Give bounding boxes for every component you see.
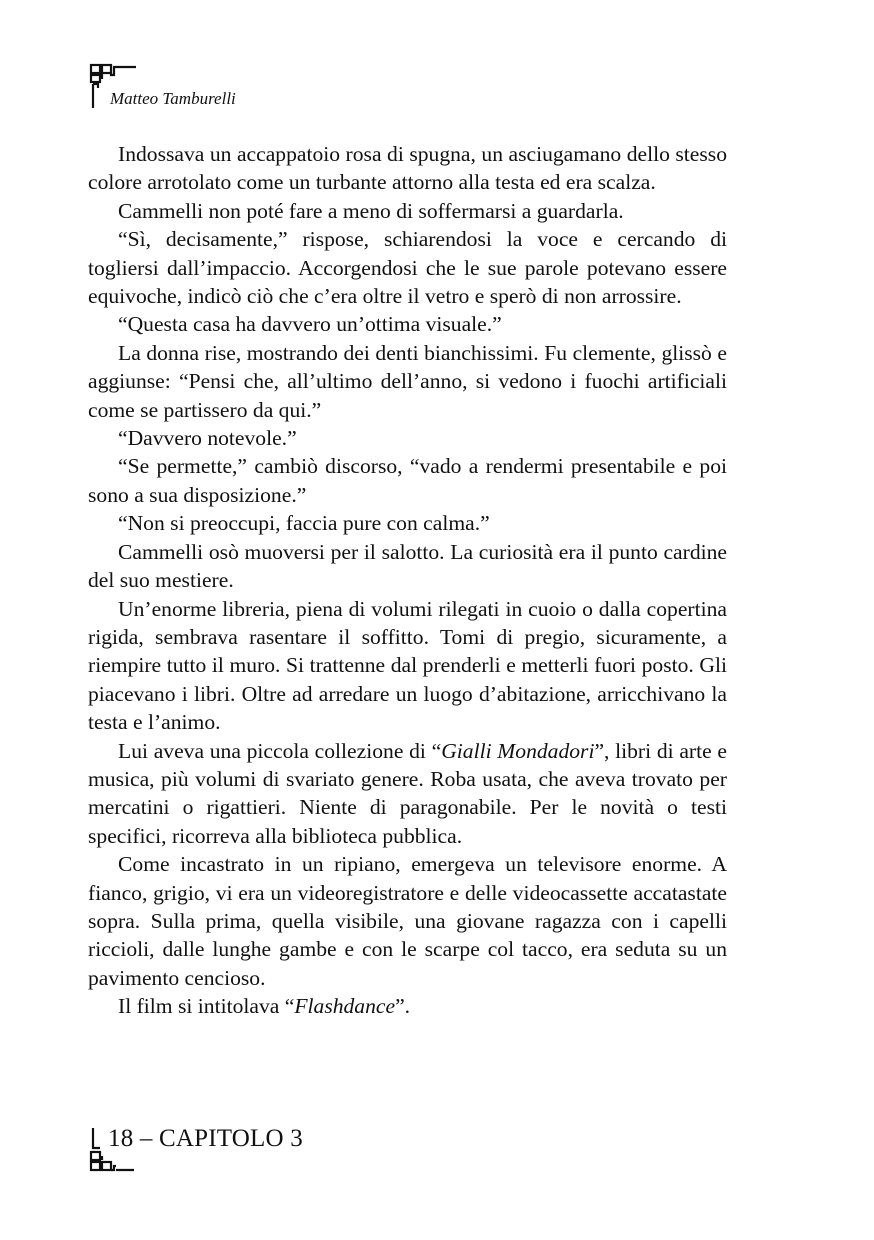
paragraph-text: “Se permette,” cambiò discorso, “vado a rendermi presentabile e poi sono a sua disposizione.” <box>88 454 727 507</box>
paragraph-text: “Non si preoccupi, faccia pure con calma.” <box>118 511 490 536</box>
paragraph <box>88 310 727 338</box>
running-header-author: Matteo Tamburelli <box>110 89 236 108</box>
paragraph <box>88 509 727 537</box>
paragraph-text: Cammelli non poté fare a meno di soffermarsi a guardarla. <box>118 198 624 223</box>
paragraph <box>88 225 727 310</box>
paragraph <box>88 737 727 851</box>
paragraph <box>88 538 727 595</box>
paragraph <box>88 452 727 509</box>
paragraph-text: Un’enorme libreria, piena di volumi rilegati in cuoio o dalla copertina rigida, sembrava rasentare il soffitto. Tomi di pregio, sicuramente, a riempire tutto il muro. Si trattenne dal prenderli e metterli fuori posto. Gli piacevano i libri. Oltre ad arredare un luogo d’abitazione, arricchivano la testa e l’animo. <box>88 596 727 735</box>
paragraph <box>88 339 727 424</box>
paragraph-text: “Questa casa ha davvero un’ottima visuale.” <box>118 312 502 337</box>
italic-title: Gialli Mondadori <box>441 738 595 763</box>
paragraph-text: ”, libri di arte e musica, più volumi di svariato genere. Roba usata, che aveva trovato per mercatini o rigattieri. Niente di paragonabile. Per le novità o testi specifici, ricorreva alla biblioteca pubblica. <box>88 738 727 848</box>
paragraph-text: “Sì, decisamente,” rispose, schiarendosi la voce e cercando di togliersi dall’impaccio. Accorgendosi che le sue parole potevano essere equivoche, indicò ciò che c’era oltre il vetro e sperò di non arrossire. <box>88 227 727 309</box>
paragraph-text: Lui aveva una piccola collezione di “ <box>118 738 442 763</box>
paragraph-text: ”. <box>395 994 411 1019</box>
footer-chapter-label: 18 – CAPITOLO 3 <box>108 1125 303 1152</box>
paragraph-text: Cammelli osò muoversi per il salotto. La curiosità era il punto cardine del suo mestiere. <box>88 539 727 593</box>
italic-title: Flashdance <box>294 994 396 1019</box>
paragraph <box>88 850 727 992</box>
paragraph-text: La donna rise, mostrando dei denti bianchissimi. Fu clemente, glissò e aggiunse: “Pensi che, all’ultimo dell’anno, si vedono i fuochi artificiali come se partissero da qui.” <box>88 340 727 422</box>
paragraph <box>88 424 727 452</box>
paragraph <box>88 140 727 197</box>
paragraph <box>88 197 727 225</box>
paragraph <box>88 595 727 737</box>
paragraph-text: Indossava un accappatoio rosa di spugna, un asciugamano dello stesso colore arrotolato come un turbante attorno alla testa ed era scalza. <box>88 142 727 195</box>
body-text <box>88 140 727 1021</box>
paragraph-text: Il film si intitolava “ <box>118 994 295 1019</box>
paragraph-text: Come incastrato in un ripiano, emergeva un televisore enorme. A fianco, grigio, vi era un videoregistratore e delle videocassette accatastate sopra. Sulla prima, quella visibile, una giovane ragazza con i capelli riccioli, dalle lunghe gambe e con le scarpe col tacco, era seduta su un pavimento cencioso. <box>88 852 727 990</box>
paragraph-text: “Davvero notevole.” <box>118 426 297 451</box>
paragraph <box>88 992 727 1020</box>
